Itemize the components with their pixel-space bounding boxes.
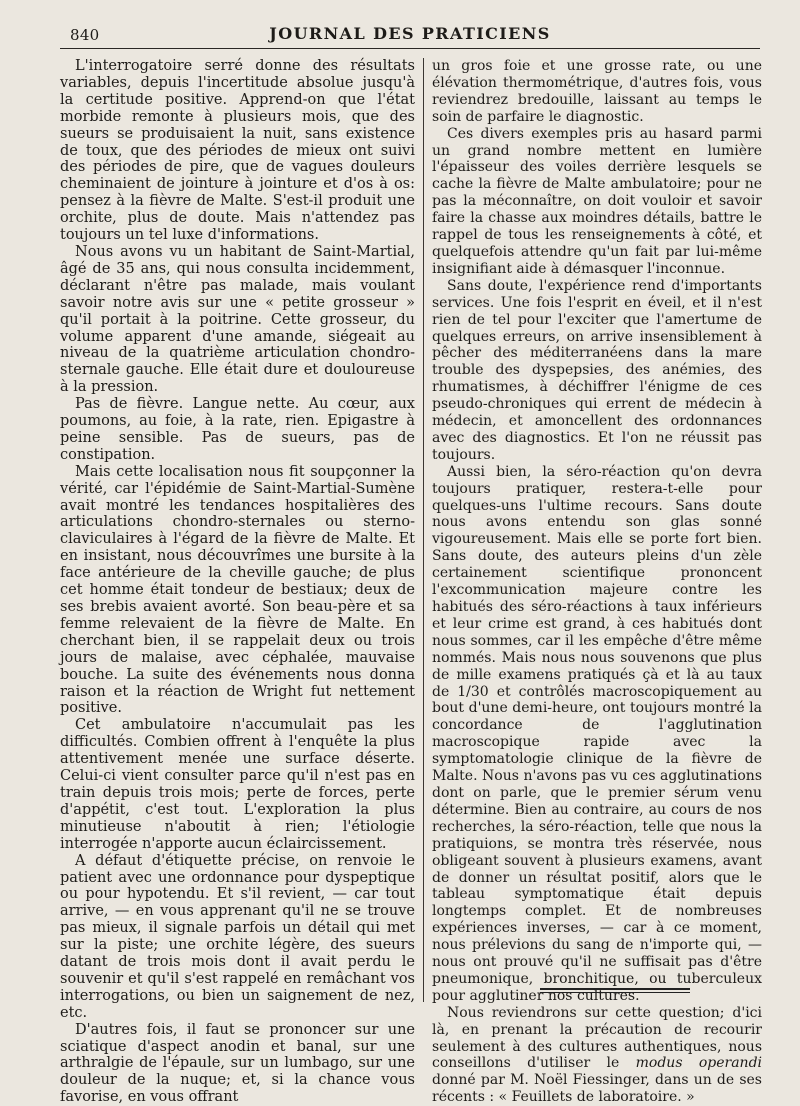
paragraph: Aussi bien, la séro-réaction qu'on devra toujours pratiquer, restera-t-elle pour quelques-uns l'ultime recours. Sans doute nous avons entendu son glas sonné vigoureusement. Mais elle se porte fort bien. Sans doute, des auteurs pleins d'un zèle certainement scientifique prononcent l'excommunication majeure contre les habitués des séro-réactions à taux inférieurs et leur crime est grand, à ces habitués dont nous sommes, car il les empêche d'être même nommés. Mais nous nous souvenons que plus de mille examens pratiqués çà et là au taux de 1/30 et contrôlés macroscopiquement au bout d'une demi-heure, ont toujours montré la concordance de l'agglutination macroscopique rapide avec la symptomatologie clinique de la fièvre de Malte. Nous n'avons pas vu ces agglutinations dont on parle, que le premier sérum venu détermine. Bien au contraire, au cours de nos recherches, la séro-réaction, telle que nous la pratiquions, se montra très réservée, nous obligeant souvent à plusieurs examens, avant de donner un résultat positif, alors que le tableau symptomatique était depuis longtemps complet. Et de nombreuses expériences inverses, — car à ce moment, nous prélevions du sang de n'importe qui, — nous ont prouvé qu'il ne suffisait pas d'être pneumonique, bronchitique, ou tuberculeux pour agglutiner nos cultures. bbox=[432, 463, 762, 1004]
modus-operandi-italic: modus operandi bbox=[635, 1055, 763, 1072]
paragraph: Mais cette localisation nous fit soupçonner la vérité, car l'épidémie de Saint-Martial-Sumène avait montré les tendances hospitalières des articulations chondro-sternales ou sterno-claviculaires à l'égard de la fièvre de Malte. Et en insistant, nous découvrîmes une bursite à la face antérieure de la cheville gauche; de plus cet homme était tondeur de bestiaux; deux de ses brebis avaient avorté. Son beau-père et sa femme relevaient de la fièvre de Malte. En cherchant bien, il se rappelait deux ou trois jours de malaise, avec céphalée, mauvaise bouche. La suite des événements nous donna raison et la réaction de Wright fut nettement positive. bbox=[60, 463, 415, 717]
paragraph: Nous avons vu un habitant de Saint-Martial, âgé de 35 ans, qui nous consulta incidemment, déclarant n'être pas malade, mais voulant savoir notre avis sur une « petite grosseur » qu'il portait à la poitrine. Cette grosseur, du volume apparent d'une amande, siégeait au niveau de la quatrième articulation chondro-sternale gauche. Elle était dure et douloureuse à la pression. bbox=[60, 243, 415, 396]
paragraph: Cet ambulatoire n'accumulait pas les difficultés. Combien offrent à l'enquête la plus attentivement menée une surface déserte. Celui-ci vient consulter parce qu'il n'est pas en train depuis trois mois; perte de forces, perte d'appétit, c'est tout. L'exploration la plus minutieuse n'aboutit à rien; l'étiologie interrogée n'apporte aucun éclaircissement. bbox=[60, 717, 415, 852]
closing-tail: donné par M. Noël Fiessinger, dans un de ses récents : « Feuillets de laboratoire. » bbox=[432, 1072, 762, 1106]
left-column bbox=[60, 58, 415, 1106]
paragraph-continuation: un gros foie et une grosse rate, ou une élévation thermométrique, d'autres fois, vous reviendrez bredouille, laissant au temps le soin de parfaire le diagnostic. bbox=[432, 58, 762, 125]
paragraph: Pas de fièvre. Langue nette. Au cœur, aux poumons, au foie, à la rate, rien. Epigastre à peine sensible. Pas de sueurs, pas de constipation. bbox=[60, 396, 415, 463]
paragraph: Ces divers exemples pris au hasard parmi un grand nombre mettent en lumière l'épaisseur des voiles derrière lesquels se cache la fièvre de Malte ambulatoire; pour ne pas la méconnaître, on doit vouloir et savoir faire la chasse aux moindres détails, battre le rappel de tous les renseignements à côté, et quelquefois attendre qu'un fait par lui-même insignifiant aide à démasquer l'inconnue. bbox=[432, 125, 762, 277]
paragraph: Sans doute, l'expérience rend d'importants services. Une fois l'esprit en éveil, et il n'est rien de tel pour l'exciter que l'amertume de quelques erreurs, on arrive insensiblement à pêcher des méditerranéens dans la mare trouble des dyspepsies, des anémies, des rhumatismes, à déchiffrer l'énigme de ces pseudo-chroniques qui errent de médecin à médecin, et amoncellent des ordonnances avec des diagnostics. Et l'on ne réussit pas toujours. bbox=[432, 277, 762, 463]
closing-lead: Nous reviendrons sur cette question; d'ici là, en prenant la précaution de recourir seulement à des cultures authentiques, nous conseillons d'utiliser le bbox=[432, 1004, 762, 1072]
column-divider bbox=[423, 58, 424, 1002]
page-header bbox=[60, 20, 760, 50]
page-number: 840 bbox=[70, 26, 100, 44]
journal-title: JOURNAL DES PRATICIENS bbox=[269, 24, 551, 43]
right-column bbox=[432, 58, 762, 1106]
paragraph: L'interrogatoire serré donne des résultats variables, depuis l'incertitude absolue jusqu'à la certitude positive. Apprend-on que l'état morbide remonte à plusieurs mois, que des sueurs se produisaient la nuit, sans existence de toux, que des périodes de mieux ont suivi des périodes de pire, que de vagues douleurs cheminaient de jointure à jointure et d'os à os: pensez à la fièvre de Malte. S'est-il produit une orchite, plus de doute. Mais n'attendez pas toujours un tel luxe d'informations. bbox=[60, 58, 415, 244]
paragraph: A défaut d'étiquette précise, on renvoie le patient avec une ordonnance pour dyspeptique ou pour hypotendu. Et s'il revient, — car tout arrive, — en vous apprenant qu'il ne se trouve pas mieux, il signale parfois un détail qui met sur la piste; une orchite légère, des sueurs datant de trois mois dont il avait perdu le souvenir et qu'il s'est rappelé en remâchant vos interrogations, ou bien un saignement de nez, etc. bbox=[60, 852, 415, 1021]
header-rule bbox=[60, 48, 760, 49]
paragraph: D'autres fois, il faut se prononcer sur une sciatique d'aspect anodin et banal, sur une arthralgie de l'épaule, sur un lumbago, sur une douleur de la nuque; et, si la chance vous favorise, en vous offrant bbox=[60, 1021, 415, 1106]
closing-paragraph bbox=[432, 1005, 762, 1106]
end-of-article-rule bbox=[540, 988, 690, 993]
